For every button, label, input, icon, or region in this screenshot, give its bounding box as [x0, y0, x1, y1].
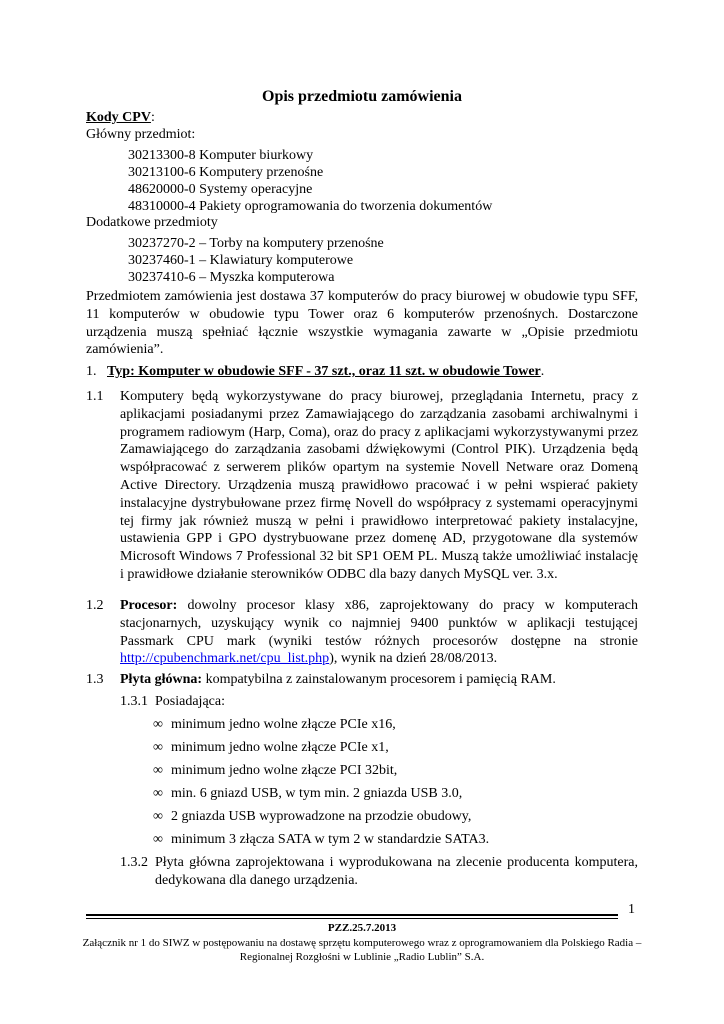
section-heading [107, 363, 544, 380]
section-number: 1. [86, 364, 97, 379]
cpv-heading [86, 109, 155, 126]
cpv-main-item: 48620000-0 Systemy operacyjne [128, 182, 313, 197]
cpv-extra-item: 30237410-6 – Myszka komputerowa [128, 270, 335, 285]
item-1-3-text [120, 671, 556, 688]
list-item [153, 716, 396, 733]
item-number: 1.3.2 [120, 855, 148, 870]
list-item [153, 785, 462, 802]
motherboard-label: Płyta główna: [120, 672, 203, 687]
list-item-text: minimum jedno wolne złącze PCI 32bit, [171, 763, 398, 778]
infinity-bullet-icon: ∞ [153, 763, 163, 778]
section-heading-text: Typ: Komputer w obudowie SFF - 37 szt., oraz 11 szt. w obudowie Tower [107, 364, 541, 379]
infinity-bullet-icon: ∞ [153, 832, 163, 847]
list-item-text: minimum jedno wolne złącze PCIe x16, [171, 717, 396, 732]
list-item-text: 2 gniazda USB wyprowadzone na przodzie obudowy, [171, 809, 472, 824]
list-item [153, 808, 471, 825]
cpv-extra-item: 30237270-2 – Torby na komputery przenośne [128, 236, 384, 251]
intro-paragraph: Przedmiotem zamówienia jest dostawa 37 komputerów do pracy biurowej w obudowie typu SFF, 11 komputerów w obudowie typu Tower oraz 6 komputerów przenośnych. Dostarczone urządzenia muszą spełniać łącznie wszystkie wymagania zawarte w „Opisie przedmiotu zamówienia”. [86, 289, 638, 358]
footer-divider [86, 914, 618, 916]
list-item-text: min. 6 gniazd USB, w tym min. 2 gniazda USB 3.0, [171, 786, 463, 801]
list-item [153, 762, 397, 779]
item-1-3-2-text: Płyta główna zaprojektowana i wyprodukowana na zlecenie producenta komputera, dedykowana dla danego urządzenia. [155, 855, 638, 888]
cpubenchmark-link[interactable]: http://cpubenchmark.net/cpu_list.php [120, 651, 330, 667]
list-item [153, 831, 489, 848]
infinity-bullet-icon: ∞ [153, 809, 163, 824]
footer-code: PZZ.25.7.2013 [327, 922, 397, 934]
list-item [153, 739, 389, 756]
item-1-1-text: Komputery będą wykorzystywane do pracy biurowej, przeglądania Internetu, pracy z aplikacjami posiadanymi przez Zamawiającego do zarządzania zasobami archiwalnymi i programem radiowym (Harp, Coma), oraz do pracy z aplikacjami wykorzystywanymi przez Zamawiającego do zarządzania zasobami dźwiękowymi (Control PIK). Urządzenia będą współpracować z serwerem plików opartym na systemie Novell Netware oraz Domeną Active Directory. Urządzenia muszą prawidłowo pracować i w pełni wspierać pakiety instalacyjne dystrybułowane przez firmę Novell do współpracy z systemami operacyjnymi tej firmy jak również muszą w pełni i prawidłowo interpretować pakiety instalacyjne, ustawienia GPP i GPO dystrybuowane przez domenę AD, przygotowane dla systemów Microsoft Windows 7 Professional 32 bit SP1 OEM PL. Muszą także umożliwiać instalację i prawidłowe działanie sterowników ODBC dla bazy danych MySQL ver. 3.x. [120, 389, 638, 582]
cpv-extra-item: 30237460-1 – Klawiatury komputerowe [128, 253, 354, 268]
processor-text: dowolny procesor klasy x86, zaprojektowany do pracy w komputerach stacjonarnych, uzyskujący wynik co najmniej 9400 punktów w aplikacji testującej Passmark CPU mark (wyniki testów różnych procesorów dostępne na stronie [120, 598, 638, 649]
item-1-3-1-label: Posiadająca: [155, 694, 225, 709]
main-subject-label: Główny przedmiot: [86, 127, 196, 142]
item-number: 1.3.1 [120, 694, 148, 709]
footer-divider [86, 918, 618, 919]
item-number: 1.1 [86, 389, 104, 404]
page-number: 1 [628, 902, 635, 917]
item-1-2-text [120, 597, 638, 668]
cpv-main-item: 48310000-4 Pakiety oprogramowania do tworzenia dokumentów [128, 199, 493, 214]
infinity-bullet-icon: ∞ [153, 717, 163, 732]
section-heading-suffix: . [540, 364, 545, 379]
item-number: 1.2 [86, 598, 104, 613]
item-number: 1.3 [86, 672, 104, 687]
infinity-bullet-icon: ∞ [153, 740, 163, 755]
footer-text: Załącznik nr 1 do SIWZ w postępowaniu na dostawę sprzętu komputerowego wraz z oprogramowaniem dla Polskiego Radia – Regionalnej Rozgłośni w Lublinie „Radio Lublin” S.A. [82, 937, 642, 963]
extra-subject-label: Dodatkowe przedmioty [86, 215, 218, 230]
list-item-text: minimum jedno wolne złącze PCIe x1, [171, 740, 389, 755]
processor-text-after: ), wynik na dzień 28/08/2013. [329, 651, 498, 667]
infinity-bullet-icon: ∞ [153, 786, 163, 801]
cpv-heading-text: Kody CPV [86, 110, 151, 125]
cpv-main-item: 30213300-8 Komputer biurkowy [128, 148, 314, 163]
motherboard-text: kompatybilna z zainstalowanym procesorem i pamięcią RAM. [202, 672, 556, 687]
list-item-text: minimum 3 złącza SATA w tym 2 w standardzie SATA3. [171, 832, 490, 847]
page-title: Opis przedmiotu zamówienia [262, 88, 462, 105]
cpv-heading-suffix: : [150, 110, 155, 125]
cpv-main-item: 30213100-6 Komputery przenośne [128, 165, 324, 180]
processor-label: Procesor: [120, 598, 178, 613]
